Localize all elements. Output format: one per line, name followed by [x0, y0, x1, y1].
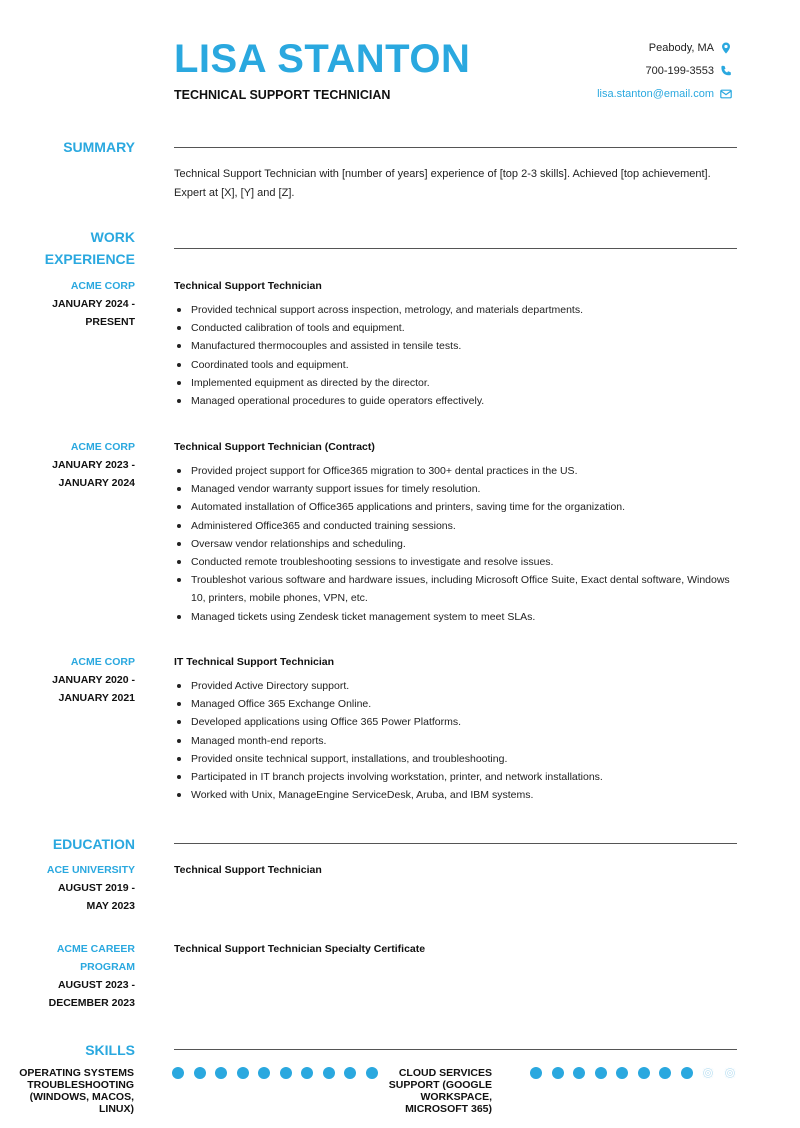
- job-bullet: Provided Active Directory support.: [191, 677, 743, 695]
- email-link[interactable]: lisa.stanton@email.com: [597, 88, 714, 100]
- job-bullet: Implemented equipment as directed by the director.: [191, 374, 743, 392]
- work-heading-line2: EXPERIENCE: [44, 251, 135, 267]
- skill-name-line: OPERATING SYSTEMS: [19, 1067, 134, 1079]
- skill-name: [372, 1067, 492, 1115]
- edu-dates-end: DECEMBER 2023: [48, 997, 135, 1009]
- summary-text: Technical Support Technician with [number of years] experience of [top 2-3 skills]. Achieved [top achievement]. Expert at [X], [Y] and [Z].: [174, 168, 711, 199]
- skill-name-line: TROUBLESHOOTING: [27, 1079, 134, 1091]
- job-bullet: Conducted remote troubleshooting sessions to investigate and resolve issues.: [191, 553, 743, 571]
- skill-dot-filled: [323, 1067, 335, 1079]
- job-company: ACME CORP: [70, 280, 135, 292]
- skill-name-line: WORKSPACE,: [420, 1091, 492, 1103]
- job-bullet: Managed vendor warranty support issues for timely resolution.: [191, 480, 743, 498]
- job-bullet: Managed operational procedures to guide operators effectively.: [191, 392, 743, 410]
- summary-heading: SUMMARY: [63, 139, 135, 155]
- skill-dot-filled: [638, 1067, 650, 1079]
- job-bullet: Troubleshot various software and hardware issues, including Microsoft Office Suite, Exact dental software, Windows 10, printers, mobile phones, VPN, etc.: [191, 571, 743, 607]
- skill-dot-empty: [702, 1067, 714, 1079]
- edu-dates-start: AUGUST 2023 -: [57, 979, 135, 991]
- job-bullet: Provided onsite technical support, installations, and troubleshooting.: [191, 750, 743, 768]
- candidate-name: LISA STANTON: [174, 37, 471, 81]
- work-heading-line1: WORK: [90, 229, 135, 245]
- skill-dot-filled: [301, 1067, 313, 1079]
- job-bullet-list: [191, 462, 743, 626]
- contact-location: [649, 42, 732, 54]
- job-dates-start: JANUARY 2020 -: [52, 674, 135, 686]
- skill-dot-filled: [552, 1067, 564, 1079]
- edu-school-line2: PROGRAM: [80, 961, 135, 973]
- skill-dot-filled: [681, 1067, 693, 1079]
- job-bullet: Conducted calibration of tools and equipment.: [191, 319, 743, 337]
- skills-divider: [174, 1049, 737, 1050]
- job-bullet: Automated installation of Office365 applications and printers, saving time for the organization.: [191, 498, 743, 516]
- job-bullet: Coordinated tools and equipment.: [191, 356, 743, 374]
- skill-dot-filled: [194, 1067, 206, 1079]
- job-bullet: Oversaw vendor relationships and scheduling.: [191, 535, 743, 553]
- job-bullet: Managed tickets using Zendesk ticket management system to meet SLAs.: [191, 608, 743, 626]
- skill-dot-filled: [258, 1067, 270, 1079]
- job-bullet: Participated in IT branch projects involving workstation, printer, and network installations.: [191, 768, 743, 786]
- edu-dates-end: MAY 2023: [86, 900, 135, 912]
- skill-name-line: MICROSOFT 365): [405, 1103, 492, 1115]
- skill-dot-filled: [659, 1067, 671, 1079]
- skill-name: [4, 1067, 134, 1115]
- job-bullet: Manufactured thermocouples and assisted in tensile tests.: [191, 337, 743, 355]
- skills-heading: SKILLS: [85, 1042, 135, 1058]
- education-heading: EDUCATION: [52, 836, 135, 852]
- location-text: Peabody, MA: [648, 42, 714, 54]
- contact-phone: [645, 65, 732, 77]
- skill-name-line: (WINDOWS, MACOS,: [29, 1091, 134, 1103]
- job-dates-end: JANUARY 2024: [58, 477, 135, 489]
- job-dates-end: PRESENT: [85, 316, 135, 328]
- edu-dates-start: AUGUST 2019 -: [57, 882, 135, 894]
- skill-dot-filled: [280, 1067, 292, 1079]
- location-pin-icon: [720, 42, 732, 54]
- skill-dot-filled: [595, 1067, 607, 1079]
- education-divider: [174, 843, 737, 844]
- edu-school: ACE UNIVERSITY: [46, 864, 135, 876]
- contact-email[interactable]: [597, 88, 732, 100]
- skill-dot-empty: [724, 1067, 736, 1079]
- skill-dot-filled: [237, 1067, 249, 1079]
- skill-dot-filled: [530, 1067, 542, 1079]
- job-dates-start: JANUARY 2024 -: [52, 298, 135, 310]
- skill-dot-filled: [344, 1067, 356, 1079]
- edu-school-line1: ACME CAREER: [56, 943, 135, 955]
- candidate-title: TECHNICAL SUPPORT TECHNICIAN: [174, 88, 391, 102]
- job-bullet-list: [191, 301, 743, 410]
- edu-degree: Technical Support Technician: [174, 864, 322, 876]
- job-dates-end: JANUARY 2021: [58, 692, 135, 704]
- work-divider: [174, 248, 737, 249]
- job-role: IT Technical Support Technician: [174, 656, 335, 668]
- skill-dot-filled: [616, 1067, 628, 1079]
- skill-dot-filled: [215, 1067, 227, 1079]
- edu-degree: Technical Support Technician Specialty Certificate: [174, 943, 426, 955]
- job-bullet: Developed applications using Office 365 Power Platforms.: [191, 713, 743, 731]
- job-dates-start: JANUARY 2023 -: [52, 459, 135, 471]
- job-bullet: Managed Office 365 Exchange Online.: [191, 695, 743, 713]
- skill-name-line: LINUX): [99, 1103, 134, 1115]
- job-bullet-list: [191, 677, 743, 804]
- summary-divider: [174, 147, 737, 148]
- job-bullet: Worked with Unix, ManageEngine ServiceDesk, Aruba, and IBM systems.: [191, 786, 743, 804]
- job-bullet: Administered Office365 and conducted training sessions.: [191, 517, 743, 535]
- job-bullet: Provided project support for Office365 migration to 300+ dental practices in the US.: [191, 462, 743, 480]
- skill-rating-dots: [530, 1067, 736, 1079]
- phone-icon: [720, 65, 732, 77]
- job-role: Technical Support Technician (Contract): [174, 441, 375, 453]
- job-role: Technical Support Technician: [174, 280, 322, 292]
- job-bullet: Provided technical support across inspection, metrology, and materials departments.: [191, 301, 743, 319]
- skill-name-line: CLOUD SERVICES: [398, 1067, 492, 1079]
- envelope-icon: [720, 88, 732, 100]
- job-company: ACME CORP: [70, 656, 135, 668]
- skill-name-line: SUPPORT (GOOGLE: [388, 1079, 492, 1091]
- job-company: ACME CORP: [70, 441, 135, 453]
- job-bullet: Managed month-end reports.: [191, 732, 743, 750]
- skill-dot-filled: [573, 1067, 585, 1079]
- phone-text: 700-199-3553: [645, 65, 714, 77]
- skill-rating-dots: [172, 1067, 378, 1079]
- skill-dot-filled: [172, 1067, 184, 1079]
